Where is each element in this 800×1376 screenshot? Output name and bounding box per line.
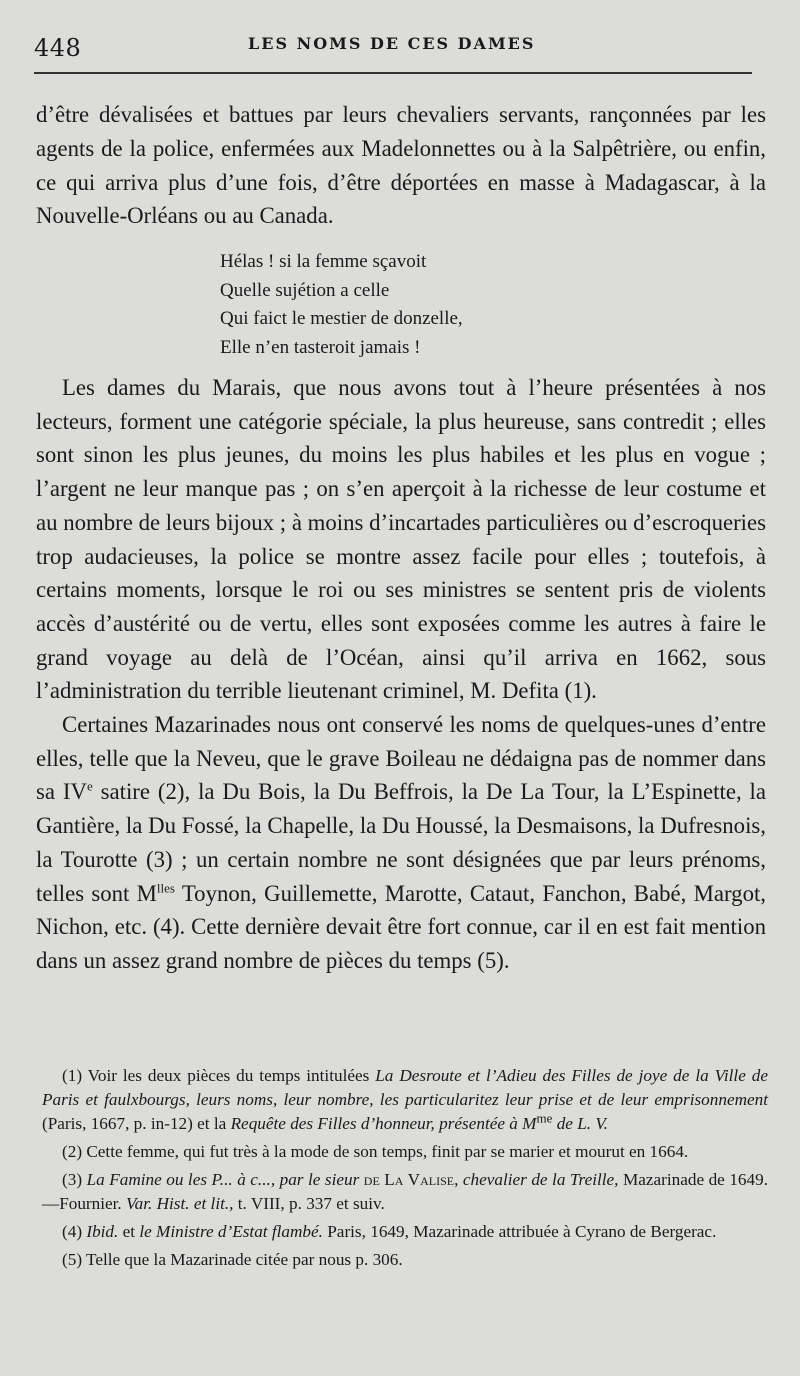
paragraph-2: Les dames du Marais, que nous avons tout à l’heure présentées à nos lecteurs, forment une catégorie spéciale, la plus heureuse, sans contredit ; elles sont sinon les plus jeunes, du moins les plus habiles et les plus en vogue ; l’argent ne leur manque pas ; on s’en aperçoit à la richesse de leur costume et au nombre de leurs bijoux ; à moins d’incartades particulières ou d’escroqueries trop audacieuses, la police se montre assez facile pour elles ; toutefois, à certains moments, lorsque le roi ou ses ministres se sentent pris de violents accès d’austérité ou de vertu, elles sont exposées comme les autres à faire le grand voyage au delà de l’Océan, ainsi qu’il arriva en 1662, sous l’administration du terrible lieutenant criminel, M. Defita (1). [36,375,766,704]
footnote-text: Mazarinade de 1649.—Fournier. [42,1170,768,1213]
footnote-title: de L. V. [552,1114,608,1133]
header-rule [34,72,752,74]
verse-line: Elle n’en tasteroit jamais ! [220,336,421,358]
footnote-title: chevalier de la Treille, [462,1170,619,1189]
footnote-number: (1) [62,1066,83,1085]
footnotes [42,1064,768,1276]
paragraph-1: d’être dévalisées et battues par leurs chevaliers servants, rançonnées par les agents de la police, enfermées aux Madelonnettes ou à la Salpêtrière, ou enfin, ce qui arriva plus d’une fois, d’être déportées en masse à Madagascar, à la Nouvelle-Orléans ou au Canada. [36,102,766,229]
page-header [28,30,768,70]
page-number: 448 [34,34,82,62]
footnote-number: (3) [62,1170,83,1189]
body-text-top [36,98,766,233]
superscript: me [536,1110,553,1126]
footnote-number: (5) [62,1250,83,1269]
footnote-text: Cette femme, qui fut très à la mode de son temps, finit par se marier et mourut en 1664. [82,1142,689,1161]
footnote-number: (4) [62,1222,83,1241]
footnote-text: Paris, 1649, Mazarinade attribuée à Cyrano de Bergerac. [322,1222,717,1241]
footnote-title: Ibid. [86,1222,119,1241]
paragraph-3 [36,708,766,978]
footnote-number: (2) [62,1142,83,1161]
verse-line: Quelle sujétion a celle [220,279,390,301]
footnote-text: (Paris, 1667, p. in-12) et la [42,1114,231,1133]
paragraph-3-part-1: Certaines Mazarinades nous ont conservé les noms de quelques-unes d’entre elles, telle que la Neveu, que le grave Boileau ne dédaigna pas de nommer dans sa IV [36,712,766,805]
footnote-text: Voir les deux pièces du temps intitulées [82,1066,376,1085]
superscript: e [86,778,93,794]
verse-quote [220,248,463,362]
verse-line: Qui faict le mestier de donzelle, [220,308,463,329]
paragraph-3-part-3: Toynon, Guillemette, Marotte, Cataut, Fanchon, Babé, Margot, Nichon, etc. (4). Cette dernière devait être fort connue, car il en est fait mention dans un assez grand nombre de pièces du temps (5). [36,880,766,973]
footnote-1 [42,1064,768,1136]
footnote-2 [42,1140,768,1164]
superscript: lles [156,879,175,895]
footnote-4 [42,1220,768,1244]
verse-line: Hélas ! si la femme sçavoit [220,251,427,272]
footnote-title: Requête des Filles d’honneur, présentée à M [230,1114,537,1133]
footnote-title: Var. Hist. et lit., [126,1194,234,1213]
footnote-title: La Famine ou les P... à c..., par le sieur [86,1170,360,1189]
body-text-main [36,371,766,978]
footnote-3 [42,1168,768,1216]
footnote-author: de La Valise, [359,1170,463,1189]
footnote-5 [42,1248,768,1272]
paragraph-3-part-2: satire (2), la Du Bois, la Du Beffrois, la De La Tour, la L’Espinette, la Gantière, la Du Fossé, la Chapelle, la Du Houssé, la Desmaisons, la Dufresnois, la Tourotte (3) ; un certain nombre ne sont désignées que par leurs prénoms, telles sont M [36,779,767,906]
footnote-text: et [118,1222,140,1241]
running-head: LES NOMS DE CES DAMES [248,34,536,53]
footnote-title: le Ministre d’Estat flambé. [139,1222,323,1241]
footnote-text: Telle que la Mazarinade citée par nous p. 306. [82,1250,403,1269]
footnote-title: La Desroute et l’Adieu des Filles de joye de la Ville de Paris et faulxbourgs, leurs noms, leur nombre, les particularitez leur prise et de leur emprisonnement [42,1066,768,1109]
footnote-text: t. VIII, p. 337 et suiv. [233,1194,385,1213]
